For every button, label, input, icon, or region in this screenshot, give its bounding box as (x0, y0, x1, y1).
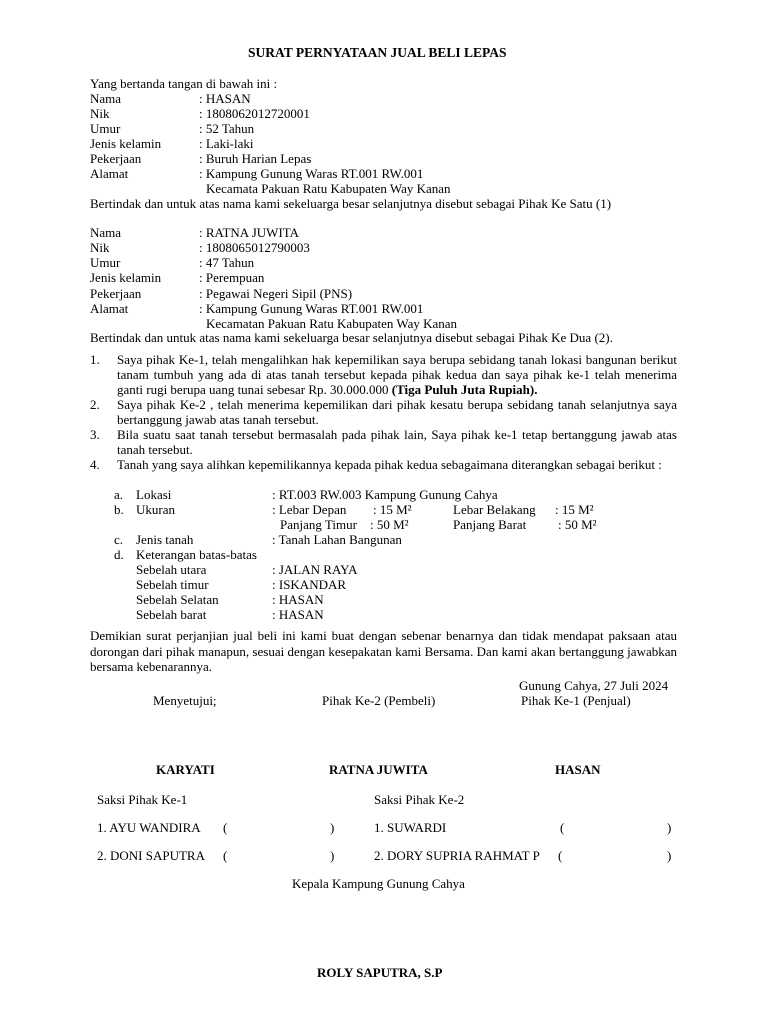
point-2-text: Saya pihak Ke-2 , telah menerima kepemilikan dari pihak kesatu berupa sebidang tanah selanjutnya saya bertanggung jawab atas tanah tersebut. (117, 397, 677, 427)
party2-age-label: Umur (90, 255, 121, 270)
point-2-number: 2. (90, 397, 100, 412)
point-1-amount-words: (Tiga Puluh Juta Rupiah). (391, 382, 538, 397)
west-length-value: : 50 M² (558, 517, 597, 532)
border-east-value: : ISKANDAR (272, 577, 347, 592)
party1-name-value: : HASAN (199, 91, 251, 106)
back-width-value: : 15 M² (555, 502, 594, 517)
east-length-value: : 50 M² (370, 517, 409, 532)
village-head-title: Kepala Kampung Gunung Cahya (292, 876, 465, 891)
witness-left-2: 2. DONI SAPUTRA (97, 848, 205, 863)
border-west-label: Sebelah barat (136, 607, 207, 622)
witness-left-1: 1. AYU WANDIRA (97, 820, 201, 835)
closing-paragraph: Demikian surat perjanjian jual beli ini kami buat dengan sebenar benarnya dan tidak mendapat paksaan atau dorongan dari pihak manapun, sesuai dengan kesepakatan kami Bersama. Dan kami akan bertanggung jawabkan bersama kebenarannya. (90, 628, 677, 674)
party2-name-value: : RATNA JUWITA (199, 225, 300, 240)
party2-gender-value: : Perempuan (199, 270, 265, 285)
approve-label: Menyetujui; (153, 693, 217, 708)
seller-name: HASAN (555, 762, 601, 777)
party2-name-label: Nama (90, 225, 122, 240)
point-4-text: Tanah yang saya alihkan kepemilikannya kepada pihak kedua sebagaimana diterangkan sebagai berikut : (117, 457, 662, 472)
land-location-label: Lokasi (136, 487, 172, 502)
buyer-label: Pihak Ke-2 (Pembeli) (322, 693, 436, 708)
land-b-marker: b. (114, 502, 124, 517)
party1-address-line2: Kecamata Pakuan Ratu Kabupaten Way Kanan (206, 181, 451, 196)
land-type-label: Jenis tanah (136, 532, 194, 547)
intro-text: Yang bertanda tangan di bawah ini : (90, 76, 278, 91)
point-1-text (117, 352, 677, 397)
land-size-label: Ukuran (136, 502, 175, 517)
document-title: SURAT PERNYATAAN JUAL BELI LEPAS (248, 45, 507, 60)
party1-statement: Bertindak dan untuk atas nama kami sekeluarga besar selanjutnya disebut sebagai Pihak Ke Satu (1) (90, 196, 612, 211)
party2-address-line2: Kecamatan Pakuan Ratu Kabupaten Way Kanan (206, 316, 458, 331)
party1-gender-label: Jenis kelamin (90, 136, 162, 151)
border-south-value: : HASAN (272, 592, 324, 607)
party2-statement: Bertindak dan untuk atas nama kami sekeluarga besar selanjutnya disebut sebagai Pihak Ke Dua (2). (90, 330, 613, 345)
land-d-marker: d. (114, 547, 124, 562)
point-1-number: 1. (90, 352, 100, 367)
party1-name-label: Nama (90, 91, 122, 106)
front-width-value: : 15 M² (373, 502, 412, 517)
party1-nik-label: Nik (90, 106, 110, 121)
borders-label: Keterangan batas-batas (136, 547, 257, 562)
witness-right-1-close: ) (667, 820, 672, 835)
point-3-number: 3. (90, 427, 100, 442)
party1-age-value: : 52 Tahun (199, 121, 255, 136)
party2-age-value: : 47 Tahun (199, 255, 255, 270)
party2-address-label: Alamat (90, 301, 129, 316)
border-south-label: Sebelah Selatan (136, 592, 219, 607)
party2-address-value: : Kampung Gunung Waras RT.001 RW.001 (199, 301, 424, 316)
village-head-name: ROLY SAPUTRA, S.P (317, 965, 443, 980)
party1-job-label: Pekerjaan (90, 151, 142, 166)
witness-left-title: Saksi Pihak Ke-1 (97, 792, 188, 807)
border-west-value: : HASAN (272, 607, 324, 622)
party2-job-label: Pekerjaan (90, 286, 142, 301)
land-location-value: : RT.003 RW.003 Kampung Gunung Cahya (272, 487, 498, 502)
land-a-marker: a. (114, 487, 124, 502)
party1-nik-value: : 1808062012720001 (199, 106, 310, 121)
point-1-body: Saya pihak Ke-1, telah mengalihkan hak kepemilikan saya berupa sebidang tanah lokasi bangunan berikut tanam tumbuh yang ada di atas tanah tersebut kepada pihak kedua dan saya pihak ke-1 telah menerima ganti rugi berupa uang tunai sebesar Rp. 30.000.000 (117, 352, 677, 397)
place-date: Gunung Cahya, 27 Juli 2024 (519, 678, 669, 693)
seller-label: Pihak Ke-1 (Penjual) (521, 693, 631, 708)
party1-gender-value: : Laki-laki (199, 136, 254, 151)
party2-gender-label: Jenis kelamin (90, 270, 162, 285)
witness-left-2-open: ( (223, 848, 228, 863)
approve-name: KARYATI (156, 762, 215, 777)
witness-left-2-close: ) (330, 848, 335, 863)
party1-age-label: Umur (90, 121, 121, 136)
west-length-label: Panjang Barat (453, 517, 527, 532)
witness-right-2-close: ) (667, 848, 672, 863)
witness-right-2-open: ( (558, 848, 563, 863)
party2-nik-label: Nik (90, 240, 110, 255)
witness-right-1: 1. SUWARDI (374, 820, 447, 835)
witness-left-1-close: ) (330, 820, 335, 835)
border-east-label: Sebelah timur (136, 577, 209, 592)
buyer-name: RATNA JUWITA (329, 762, 428, 777)
witness-right-1-open: ( (560, 820, 565, 835)
party1-job-value: : Buruh Harian Lepas (199, 151, 312, 166)
east-length-label: Panjang Timur (280, 517, 357, 532)
front-width-label: : Lebar Depan (272, 502, 347, 517)
land-c-marker: c. (114, 532, 124, 547)
point-3-text: Bila suatu saat tanah tersebut bermasalah pada pihak lain, Saya pihak ke-1 tetap bertanggung jawab atas tanah tersebut. (117, 427, 677, 457)
witness-left-1-open: ( (223, 820, 228, 835)
party2-nik-value: : 1808065012790003 (199, 240, 310, 255)
border-north-label: Sebelah utara (136, 562, 207, 577)
back-width-label: Lebar Belakang (453, 502, 536, 517)
witness-right-title: Saksi Pihak Ke-2 (374, 792, 465, 807)
party2-job-value: : Pegawai Negeri Sipil (PNS) (199, 286, 353, 301)
witness-right-2: 2. DORY SUPRIA RAHMAT P (374, 848, 540, 863)
border-north-value: : JALAN RAYA (272, 562, 358, 577)
point-4-number: 4. (90, 457, 100, 472)
land-type-value: : Tanah Lahan Bangunan (272, 532, 402, 547)
party1-address-value: : Kampung Gunung Waras RT.001 RW.001 (199, 166, 424, 181)
party1-address-label: Alamat (90, 166, 129, 181)
